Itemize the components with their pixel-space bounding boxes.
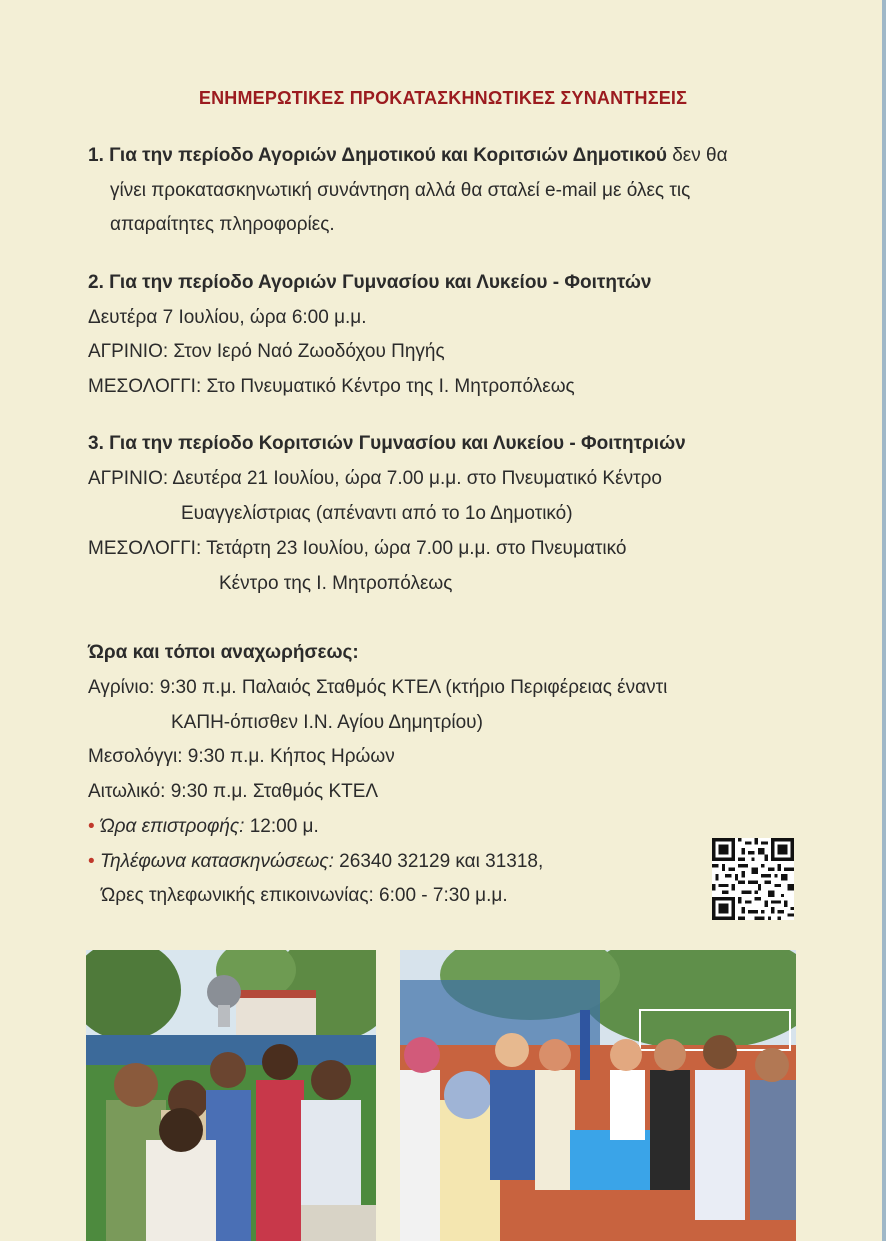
return-label: Ώρα επιστροφής: xyxy=(99,816,245,837)
bullet-icon: • xyxy=(88,816,95,837)
section1-line2: γίνει προκατασκηνωτική συνάντηση αλλά θα σταλεί e-mail με όλες τις xyxy=(110,180,691,201)
photo-boys-trophy xyxy=(86,950,376,1241)
photo-girls-group xyxy=(400,950,796,1241)
section1-heading-rest: δεν θα xyxy=(666,145,728,166)
phone-hours: Ώρες τηλεφωνικής επικοινωνίας: 6:00 - 7:30 μ.μ. xyxy=(101,885,508,906)
phones-line xyxy=(88,850,543,874)
phones-value: 26340 32129 και 31318, xyxy=(333,851,544,872)
section3-line2: Ευαγγελίστριας (απέναντι από το 1ο Δημοτικό) xyxy=(181,503,573,524)
section3-line1: ΑΓΡΙΝΙΟ: Δευτέρα 21 Ιουλίου, ώρα 7.00 μ.μ. στο Πνευματικό Κέντρο xyxy=(88,468,662,489)
phones-label: Τηλέφωνα κατασκηνώσεως: xyxy=(99,851,334,872)
section2-line2: ΑΓΡΙΝΙΟ: Στον Ιερό Ναό Ζωοδόχου Πηγής xyxy=(88,341,445,362)
page-title: ΕΝΗΜΕΡΩΤΙΚΕΣ ΠΡΟΚΑΤΑΣΚΗΝΩΤΙΚΕΣ ΣΥΝΑΝΤΗΣΕΙΣ xyxy=(198,88,688,108)
section3-heading: 3. Για την περίοδο Κοριτσιών Γυμνασίου και Λυκείου - Φοιτητριών xyxy=(88,433,686,454)
departure-line2: ΚΑΠΗ-όπισθεν Ι.Ν. Αγίου Δημητρίου) xyxy=(171,712,483,733)
return-value: 12:00 μ. xyxy=(244,816,319,837)
section1-line3: απαραίτητες πληροφορίες. xyxy=(110,214,335,235)
section2-line3: ΜΕΣΟΛΟΓΓΙ: Στο Πνευματικό Κέντρο της Ι. Μητροπόλεως xyxy=(88,376,575,397)
section1-heading xyxy=(88,144,728,168)
departure-line3: Μεσολόγγι: 9:30 π.μ. Κήπος Ηρώων xyxy=(88,746,395,767)
section2-heading: 2. Για την περίοδο Αγοριών Γυμνασίου και Λυκείου - Φοιτητών xyxy=(88,272,652,293)
section3-line3: ΜΕΣΟΛΟΓΓΙ: Τετάρτη 23 Ιουλίου, ώρα 7.00 μ.μ. στο Πνευματικό xyxy=(88,538,627,559)
section1-heading-bold: 1. Για την περίοδο Αγοριών Δημοτικού και Κοριτσιών Δημοτικού xyxy=(88,145,667,166)
return-time-line xyxy=(88,815,319,839)
section2-line1: Δευτέρα 7 Ιουλίου, ώρα 6:00 μ.μ. xyxy=(88,307,367,328)
departure-line4: Αιτωλικό: 9:30 π.μ. Σταθμός ΚΤΕΛ xyxy=(88,781,379,802)
section3-line4: Κέντρο της Ι. Μητροπόλεως xyxy=(219,573,453,594)
departure-line1: Αγρίνιο: 9:30 π.μ. Παλαιός Σταθμός ΚΤΕΛ (κτήριο Περιφέρειας έναντι xyxy=(88,677,668,698)
departure-heading: Ώρα και τόποι αναχωρήσεως: xyxy=(88,642,359,663)
bullet-icon: • xyxy=(88,851,95,872)
qr-code-icon[interactable] xyxy=(712,838,794,920)
page-edge-strip xyxy=(882,0,886,1241)
